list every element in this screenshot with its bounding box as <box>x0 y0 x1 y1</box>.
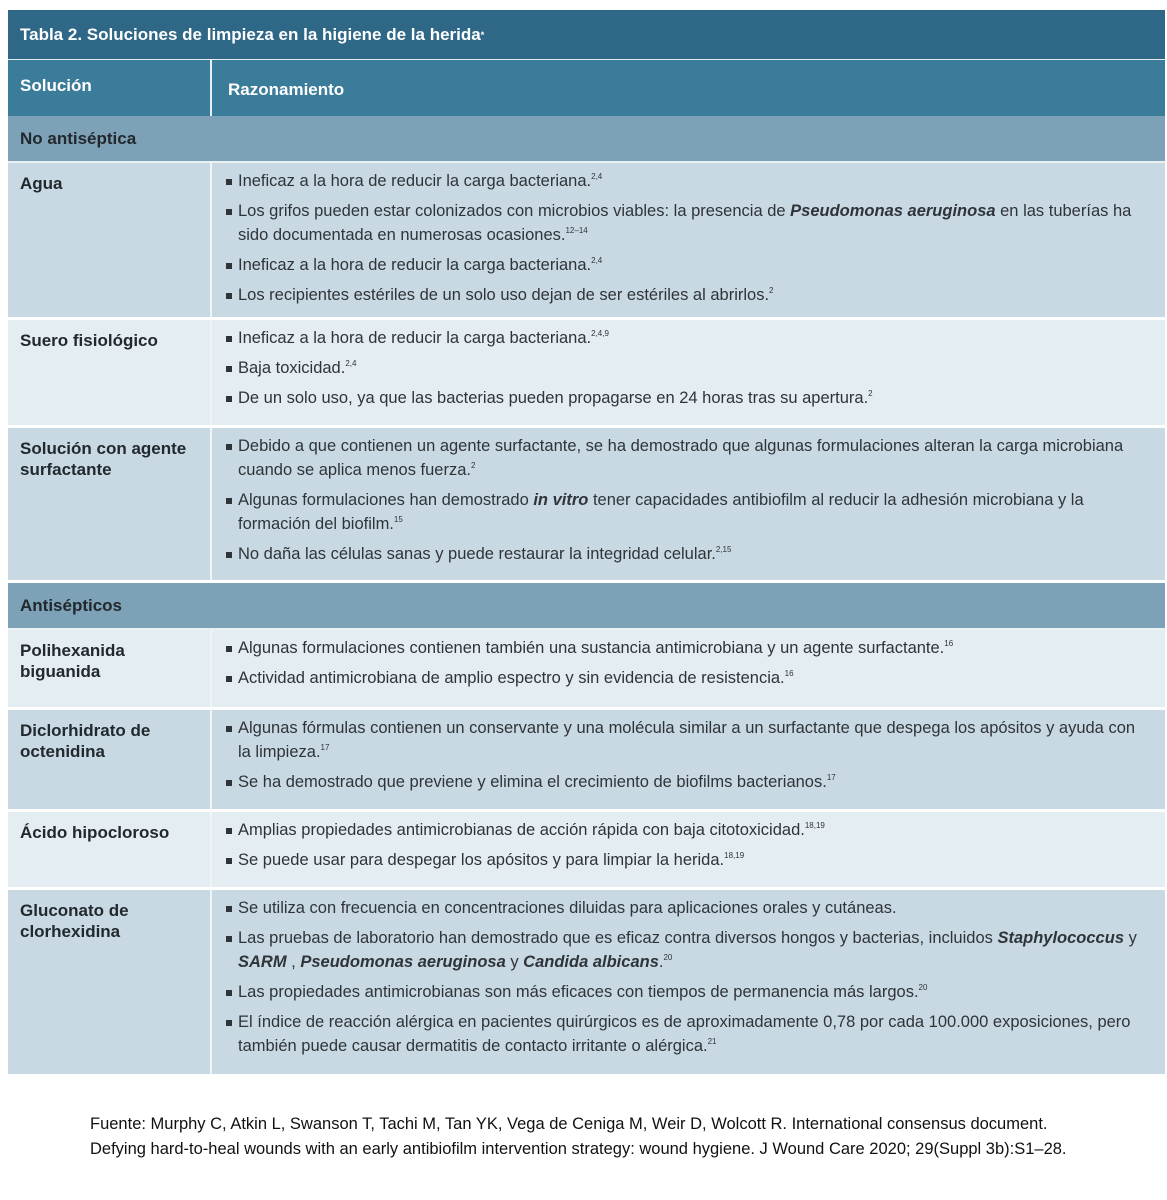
source-citation: Fuente: Murphy C, Atkin L, Swanson T, Tachi M, Tan YK, Vega de Ceniga M, Weir D, Wolcott R. International consensus document. Defying hard-to-heal wounds with an early antibiofilm intervention strategy: wound hygiene. J Wound Care 2020; 29(Suppl 3b):S1–28. <box>90 1115 1067 1158</box>
reference-mark: 2,4 <box>591 172 603 181</box>
list-item: Algunas formulaciones han demostrado in vitro tener capacidades antibiofilm al reducir la adhesión microbiana y la formación del biofilm.$^{15}$ <box>238 488 1151 536</box>
reasoning-cell <box>212 890 1165 1074</box>
list-item: De un solo uso, ya que las bacterias pueden propagarse en 24 horas tras su apertura.$^2$ <box>238 386 1151 410</box>
reference-mark: 16 <box>784 669 794 678</box>
table <box>8 10 1165 1077</box>
list-item: Amplias propiedades antimicrobianas de acción rápida con baja citotoxicidad.$^{18,19}$ <box>238 818 1151 842</box>
reference-mark: 2,4 <box>345 359 357 368</box>
bullet-list <box>238 636 1151 690</box>
reference-mark: 2 <box>470 461 476 470</box>
solution-cell: Polihexanida biguanida <box>8 630 212 707</box>
table-row <box>8 890 1165 1077</box>
list-item: Se ha demostrado que previene y elimina el crecimiento de biofilms bacterianos.$^{17}$ <box>238 770 1151 794</box>
table-body <box>8 116 1165 1077</box>
bullet-list <box>238 434 1151 566</box>
table-header-row <box>8 60 1165 116</box>
list-item: Se puede usar para despegar los apósitos y para limpiar la herida.$^{18,19}$ <box>238 848 1151 872</box>
reference-mark: 20 <box>663 953 673 962</box>
table-row <box>8 710 1165 812</box>
list-item: Los grifos pueden estar colonizados con microbios viables: la presencia de Pseudomonas aeruginosa en las tuberías ha sido documentada en numerosas ocasiones.$^{12-14}$ <box>238 199 1151 247</box>
list-item: El índice de reacción alérgica en pacientes quirúrgicos es de aproximadamente 0,78 por cada 100.000 exposiciones, pero también puede causar dermatitis de contacto irritante o alérgica.$^{21}$ <box>238 1010 1151 1058</box>
bullet-list <box>238 896 1151 1058</box>
reference-mark: 2,4 <box>591 256 603 265</box>
table-row <box>8 320 1165 428</box>
table-title-text: Tabla 2. Soluciones de limpieza en la higiene de la herida <box>20 24 481 44</box>
header-reasoning: Razonamiento <box>228 80 345 99</box>
reference-mark: 17 <box>826 773 836 782</box>
solution-cell: Agua <box>8 163 212 317</box>
solution-cell: Diclorhidrato de octenidina <box>8 710 212 809</box>
reference-mark: 18,19 <box>724 851 745 860</box>
reference-mark: 15 <box>393 515 403 524</box>
list-item: Las pruebas de laboratorio han demostrado que es eficaz contra diversos hongos y bacterias, incluidos Staphylococcus y SARM , Pseudomonas aeruginosa y Candida albicans.$^{20}$ <box>238 926 1151 974</box>
solution-cell: Solución con agente surfactante <box>8 428 212 580</box>
list-item: Las propiedades antimicrobianas son más eficaces con tiempos de permanencia más largos.$^{20}$ <box>238 980 1151 1004</box>
bullet-list <box>238 818 1151 872</box>
italic-term: Candida albicans <box>523 953 659 971</box>
list-item: Los recipientes estériles de un solo uso dejan de ser estériles al abrirlos.$^2$ <box>238 283 1151 307</box>
list-item: Ineficaz a la hora de reducir la carga bacteriana.$^{2,4}$ <box>238 169 1151 193</box>
list-item: Debido a que contienen un agente surfactante, se ha demostrado que algunas formulaciones alteran la carga microbiana cuando se aplica menos fuerza.$^2$ <box>238 434 1151 482</box>
reference-mark: 12–14 <box>565 226 588 235</box>
section-header: Antisépticos <box>8 583 1165 630</box>
reference-mark: 2 <box>868 389 873 398</box>
list-item: Algunas formulaciones contienen también una sustancia antimicrobiana y un agente surfactante.$^{16}$ <box>238 636 1151 660</box>
reasoning-cell <box>212 163 1165 317</box>
reference-mark: 20 <box>918 983 928 992</box>
italic-term: Pseudomonas aeruginosa <box>790 202 996 220</box>
reference-mark: 2,4,9 <box>591 329 609 338</box>
reasoning-cell <box>212 428 1165 580</box>
italic-term: Pseudomonas aeruginosa <box>300 953 506 971</box>
reference-mark: 2 <box>769 286 774 295</box>
italic-term: in vitro <box>533 491 589 509</box>
bullet-list <box>238 169 1151 307</box>
list-item: Ineficaz a la hora de reducir la carga bacteriana.$^{2,4}$ <box>238 253 1151 277</box>
reasoning-cell <box>212 320 1165 425</box>
list-item: Baja toxicidad.$^{2,4}$ <box>238 356 1151 380</box>
reference-mark: 18,19 <box>804 821 825 830</box>
list-item: Se utiliza con frecuencia en concentraciones diluidas para aplicaciones orales y cutáneas. <box>238 896 1151 920</box>
bullet-list <box>238 716 1151 794</box>
list-item: Actividad antimicrobiana de amplio espectro y sin evidencia de resistencia.$^{16}$ <box>238 666 1151 690</box>
reference-mark: 2,15 <box>715 545 732 554</box>
bullet-list <box>238 326 1151 410</box>
solution-cell: Ácido hipocloroso <box>8 812 212 887</box>
table-row <box>8 163 1165 320</box>
header-solution: Solución <box>8 60 212 116</box>
reference-mark: 17 <box>320 743 330 752</box>
title-footnote-mark: * <box>480 29 485 40</box>
italic-term: SARM <box>238 953 287 971</box>
list-item: Ineficaz a la hora de reducir la carga bacteriana.$^{2,4,9}$ <box>238 326 1151 350</box>
reasoning-cell <box>212 630 1165 707</box>
reasoning-cell <box>212 710 1165 809</box>
italic-term: Staphylococcus <box>997 929 1124 947</box>
list-item: Algunas fórmulas contienen un conservante y una molécula similar a un surfactante que despega los apósitos y ayuda con la limpieza.$^{17}$ <box>238 716 1151 764</box>
reference-mark: 21 <box>707 1037 717 1046</box>
solution-cell: Suero fisiológico <box>8 320 212 425</box>
list-item: No daña las células sanas y puede restaurar la integridad celular.$^{2,15}$ <box>238 542 1151 566</box>
table-row <box>8 428 1165 583</box>
table-title <box>8 10 1165 60</box>
section-header: No antiséptica <box>8 116 1165 163</box>
reasoning-cell <box>212 812 1165 887</box>
solution-cell: Gluconato de clorhexidina <box>8 890 212 1074</box>
table-row <box>8 812 1165 890</box>
reference-mark: 16 <box>944 639 954 648</box>
table-row <box>8 630 1165 710</box>
